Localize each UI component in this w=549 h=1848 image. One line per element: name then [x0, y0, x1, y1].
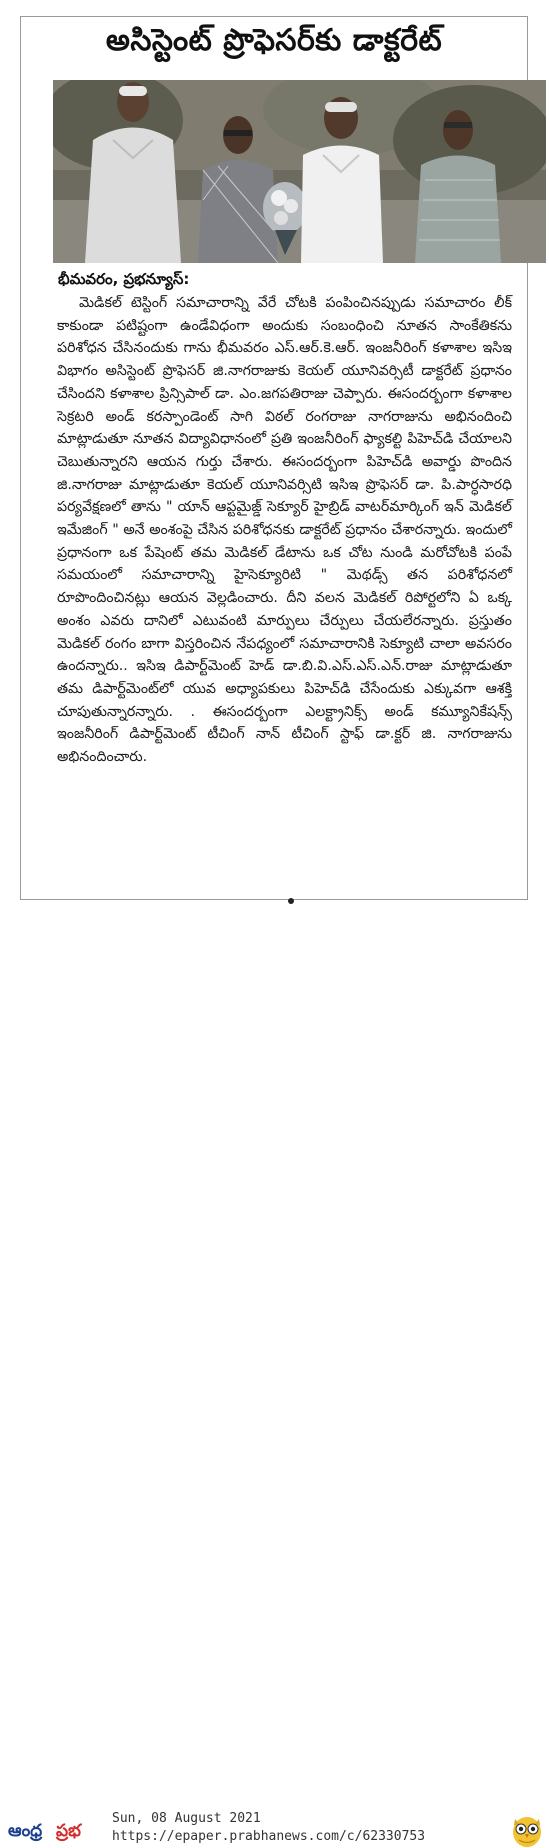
article-photo — [53, 80, 546, 263]
footer-url[interactable]: https://epaper.prabhanews.com/c/62330753 — [112, 1829, 426, 1844]
news-clipping — [0, 0, 549, 905]
article-body — [57, 292, 512, 769]
article-body-paragraph: మెడికల్ టెస్టింగ్ సమాచారాన్ని వేరే చోటకి పంపించినప్పుడు సమాచారం లీక్ కాకుండా పటిష్టంగా ఉండేవిధంగా అందుకు సంబంధించి నూతన సాంకేతికను పరిశోధన చేసినందుకు గాను భీమవరం ఎస్.ఆర్.కె.ఆర్. ఇంజనీరింగ్ కళాశాల ఇసిఇ విభాగం అసిస్టెంట్ ప్రొఫెసర్ జి.నాగరాజుకు కెయల్ యూనివర్సిటీ డాక్టరేట్ ప్రధానం చేసిందని కళాశాల ప్రిన్సిపాల్ డా. ఎం.జగపతిరాజు చెప్పారు. ఈసందర్బంగా కళాశాల సెక్రటరి అండ్ కరస్పాండెంట్ సాగి విఠల్ రంగరాజు నాగరాజును అభినందించి మాట్లాడుతూ నూతన విద్యావిధానంలో ప్రతి ఇంజనీరింగ్ ఫ్యాకల్టి పిహెచ్‌డి చేయాలని చెబుతున్నారని ఆయన గుర్తు చేశారు. ఈసందర్బంగా పిహెచ్‌డి అవార్డు పొందిన జి.నాగరాజు మాట్లాడుతూ కెయల్ యూనివర్సిటి ఇసిఇ ప్రొఫెసర్ డా. పి.పార్ధసారధి పర్యవేక్షణలో తాను " యాన్ ఆప్టమైజ్డ్ సెక్యూర్ హైబ్రిడ్ వాటర్‌మార్కింగ్ ఇన్ మెడికల్ ఇమేజింగ్ " అనే అంశంపై చేసిన పరిశోధనకు డాక్టరేట్ ప్రధానం చేశారన్నారు. ఇందులో ప్రధానంగా ఒక పేషెంట్ తమ మెడికల్ డేటాను ఒక చోట నుండి మరోచోటకి పంపే సమయంలో సమాచారాన్ని హైసెక్యూరిటి " మెథడ్స్ తన పరిశోధనలో రూపొందించినట్లు ఆయన వెల్లడించారు. దీని వలన మెడికల్ రిపోర్టలోని ఏ ఒక్క అంశం ఎవరు దానిలో ఎటువంటి మార్పులు చేర్పులు చేయలేరన్నారు. ప్రస్తుతం మెడికల్ రంగం బాగా విస్తరించిన నేపధ్యంలో సమాచారానికి సెక్యూటి చాలా అవసరం ఉందన్నారు.. ఇసిఇ డిపార్ట్‌మెంట్ హెడ్ డా.బి.వి.ఎస్.ఎస్.ఎన్.రాజు మాట్లాడుతూ తమ డిపార్ట్‌మెంట్‌లో యువ అధ్యాపకులు పిహెచ్‌డి చేసేందుకు ఎక్కువగా ఆశక్తి చూపుతున్నారన్నారు. . ఈసందర్బంగా ఎలక్ట్రానిక్స్ అండ్ కమ్యూనికేషన్స్ ఇంజనీరింగ్ డిపార్ట్‌మెంట్ టీచింగ్ నాన్ టీచింగ్ స్టాఫ్ డా.క్టర్ జి. నాగరాజును అభినందించారు. — [57, 295, 512, 766]
epaper-footer — [0, 905, 549, 1844]
article-dateline: భీమవరం, ప్రభన్యూస్: — [58, 270, 190, 288]
article-headline: అసిస్టెంట్ ప్రొఫెసర్‌కు డాక్టరేట్ — [105, 23, 443, 58]
svg-text:ఆంధ్ర: ఆంధ్ర — [8, 1821, 43, 1841]
footer-date: Sun, 08 August 2021 — [112, 1811, 261, 1826]
owl-mascot-icon — [510, 1810, 544, 1848]
andhraprabha-logo[interactable] — [6, 1815, 104, 1843]
group-photo-illustration — [53, 80, 546, 263]
svg-text:ప్రభ: ప్రభ — [56, 1821, 81, 1841]
end-marker — [288, 898, 294, 904]
